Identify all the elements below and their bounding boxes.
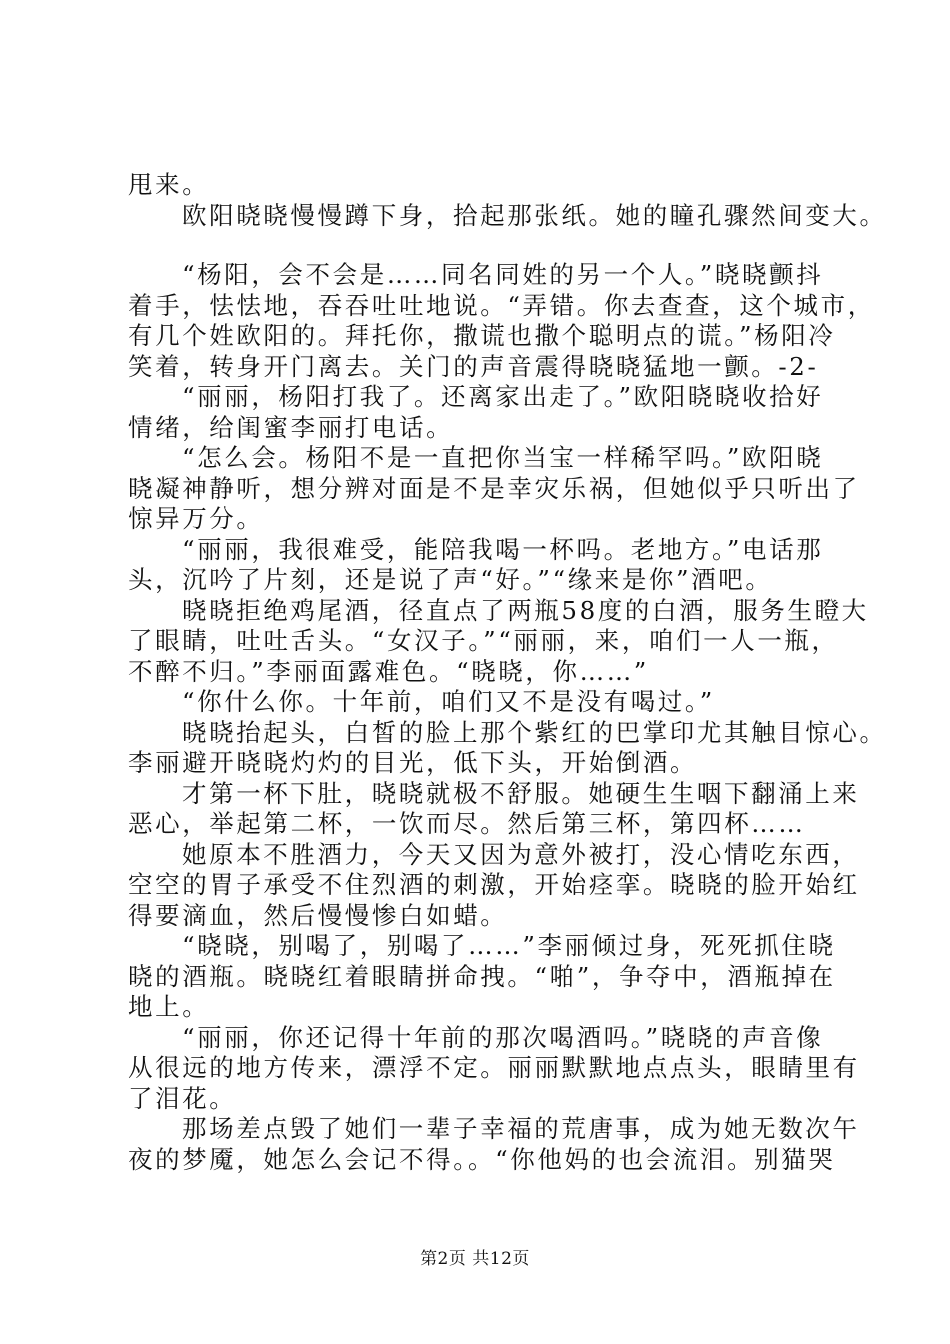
text-line: “晓晓，别喝了，别喝了……”李丽倾过身，死死抓住晓 — [182, 931, 836, 960]
text-line: 地上。 — [128, 992, 210, 1021]
text-line: 惊异万分。 — [128, 504, 264, 533]
text-line: 恶心，举起第二杯，一饮而尽。然后第三杯，第四杯…… — [128, 809, 806, 838]
text-line: 了泪花。 — [128, 1083, 237, 1113]
text-line: 晓晓抬起头，白皙的脸上那个紫红的巴掌印尤其触目惊心。 — [182, 717, 887, 747]
text-line: 晓晓拒绝鸡尾酒，径直点了两瓶58度的白酒，服务生瞪大 — [182, 595, 869, 625]
text-line: 头，沉吟了片刻，还是说了声“好。”“缘来是你”酒吧。 — [128, 565, 773, 594]
text-line: 有几个姓欧阳的。拜托你，撒谎也撒个聪明点的谎。”杨阳冷 — [128, 321, 836, 350]
text-line: 空空的胃子承受不住烈酒的刺激，开始痉挛。晓晓的脸开始红 — [128, 870, 860, 899]
body-text — [128, 170, 887, 1175]
text-line: “你什么你。十年前，咱们又不是没有喝过。” — [182, 687, 715, 716]
text-line: 不醉不归。”李丽面露难色。“晓晓，你……” — [128, 656, 649, 686]
text-line: 着手，怯怯地，吞吞吐吐地说。“弄错。你去查查，这个城市， — [128, 290, 875, 320]
text-line: 情绪，给闺蜜李丽打电话。 — [128, 412, 454, 442]
text-line: 她原本不胜酒力，今天又因为意外被打，没心情吃东西， — [182, 839, 860, 869]
text-line: 欧阳晓晓慢慢蹲下身，拾起那张纸。她的瞳孔骤然间变大。 — [182, 200, 887, 230]
text-line: 得要滴血，然后慢慢惨白如蜡。 — [128, 900, 508, 930]
text-line: 李丽避开晓晓灼灼的目光，低下头，开始倒酒。 — [128, 748, 698, 777]
text-line: 才第一杯下肚，晓晓就极不舒服。她硬生生咽下翻涌上来 — [182, 778, 860, 808]
text-line: 晓的酒瓶。晓晓红着眼睛拼命拽。“啪”，争夺中，酒瓶掉在 — [128, 961, 836, 991]
text-line: “丽丽，你还记得十年前的那次喝酒吗。”晓晓的声音像 — [182, 1022, 824, 1052]
text-line: 了眼睛，吐吐舌头。“女汉子。”“丽丽，来，咱们一人一瓶， — [128, 626, 839, 655]
text-line: 甩来。 — [128, 170, 210, 199]
text-line: 夜的梦魇，她怎么会记不得。。“你他妈的也会流泪。别猫哭 — [128, 1144, 836, 1174]
text-line: “丽丽，杨阳打我了。还离家出走了。”欧阳晓晓收拾好 — [182, 382, 824, 411]
text-line: 那场差点毁了她们一辈子幸福的荒唐事，成为她无数次午 — [182, 1114, 860, 1143]
page-footer: 第2页 共12页 — [420, 1249, 530, 1269]
text-line: “怎么会。杨阳不是一直把你当宝一样稀罕吗。”欧阳晓 — [182, 443, 824, 472]
text-line: “丽丽，我很难受，能陪我喝一杯吗。老地方。”电话那 — [182, 534, 824, 564]
text-line: “杨阳，会不会是……同名同姓的另一个人。”晓晓颤抖 — [182, 260, 824, 289]
text-line: 笑着，转身开门离去。关门的声音震得晓晓猛地一颤。-2- — [128, 351, 819, 381]
text-line: 晓凝神静听，想分辨对面是不是幸灾乐祸，但她似乎只听出了 — [128, 473, 860, 503]
text-line: 从很远的地方传来，漂浮不定。丽丽默默地点点头，眼睛里有 — [128, 1053, 860, 1082]
